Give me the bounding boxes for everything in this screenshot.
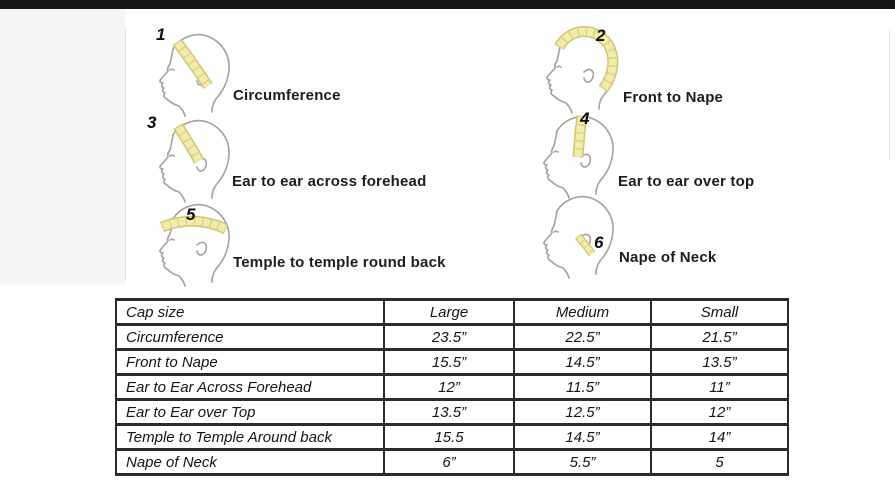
tape-band-circumference [177, 42, 208, 86]
value-cell: 22.5” [514, 325, 651, 350]
top-border-bar [0, 0, 895, 9]
diagram-temple-to-temple [140, 198, 480, 298]
value-cell: 21.5” [651, 325, 788, 350]
row-label-cell: Circumference [116, 325, 384, 350]
head-profile-ear-to-ear-top-icon [526, 109, 622, 200]
size-table-row [116, 400, 788, 425]
tape-band-ear-to-ear-forehead [178, 126, 199, 161]
row-label-cell: Temple to Temple Around back [116, 425, 384, 450]
value-cell: 12.5” [514, 400, 651, 425]
value-cell: 14.5” [514, 350, 651, 375]
step-number-6: 6 [594, 233, 604, 252]
scan-left-tint [0, 9, 125, 285]
value-cell: 11” [651, 375, 788, 400]
value-cell: 5 [651, 450, 788, 475]
head-profile-nape-icon [526, 192, 622, 280]
value-cell: 14” [651, 425, 788, 450]
size-table-row [116, 375, 788, 400]
step-number-2: 2 [596, 26, 606, 45]
row-label-cell: Nape of Neck [116, 450, 384, 475]
measurement-label-ear-to-ear-top: Ear to ear over top [618, 173, 755, 190]
value-cell: 13.5” [384, 400, 514, 425]
measurement-label-front-to-nape: Front to Nape [623, 89, 724, 106]
measurement-label-nape: Nape of Neck [619, 249, 717, 266]
column-header: Small [651, 300, 788, 325]
value-cell: 12” [651, 400, 788, 425]
value-cell: 5.5” [514, 450, 651, 475]
illustration-right-edge [889, 30, 890, 160]
step-number-1: 1 [156, 25, 166, 44]
measurement-label-circumference: Circumference [233, 87, 341, 104]
step-number-5: 5 [186, 205, 196, 224]
value-cell: 15.5” [384, 350, 514, 375]
value-cell: 6” [384, 450, 514, 475]
measurement-label-temple-to-temple: Temple to temple round back [233, 254, 446, 271]
size-table-header-row [116, 300, 788, 325]
column-header: Cap size [116, 300, 384, 325]
head-profile-front-to-nape-icon [529, 27, 625, 115]
value-cell: 12” [384, 375, 514, 400]
value-cell: 14.5” [514, 425, 651, 450]
size-table-row [116, 450, 788, 475]
value-cell: 13.5” [651, 350, 788, 375]
diagram-ear-to-ear-across-forehead [140, 112, 480, 212]
value-cell: 11.5” [514, 375, 651, 400]
step-number-3: 3 [147, 113, 157, 132]
size-table-row [116, 325, 788, 350]
illustration-left-edge [125, 28, 126, 280]
diagram-nape-of-neck [524, 190, 864, 290]
row-label-cell: Ear to Ear over Top [116, 400, 384, 425]
size-table-body [116, 300, 788, 475]
value-cell: 15.5 [384, 425, 514, 450]
row-label-cell: Ear to Ear Across Forehead [116, 375, 384, 400]
column-header: Large [384, 300, 514, 325]
size-table [115, 298, 789, 476]
row-label-cell: Front to Nape [116, 350, 384, 375]
size-table-row [116, 425, 788, 450]
size-table-row [116, 350, 788, 375]
value-cell: 23.5” [384, 325, 514, 350]
measurement-label-ear-to-ear-forehead: Ear to ear across forehead [232, 173, 427, 190]
step-number-4: 4 [580, 109, 590, 128]
column-header: Medium [514, 300, 651, 325]
